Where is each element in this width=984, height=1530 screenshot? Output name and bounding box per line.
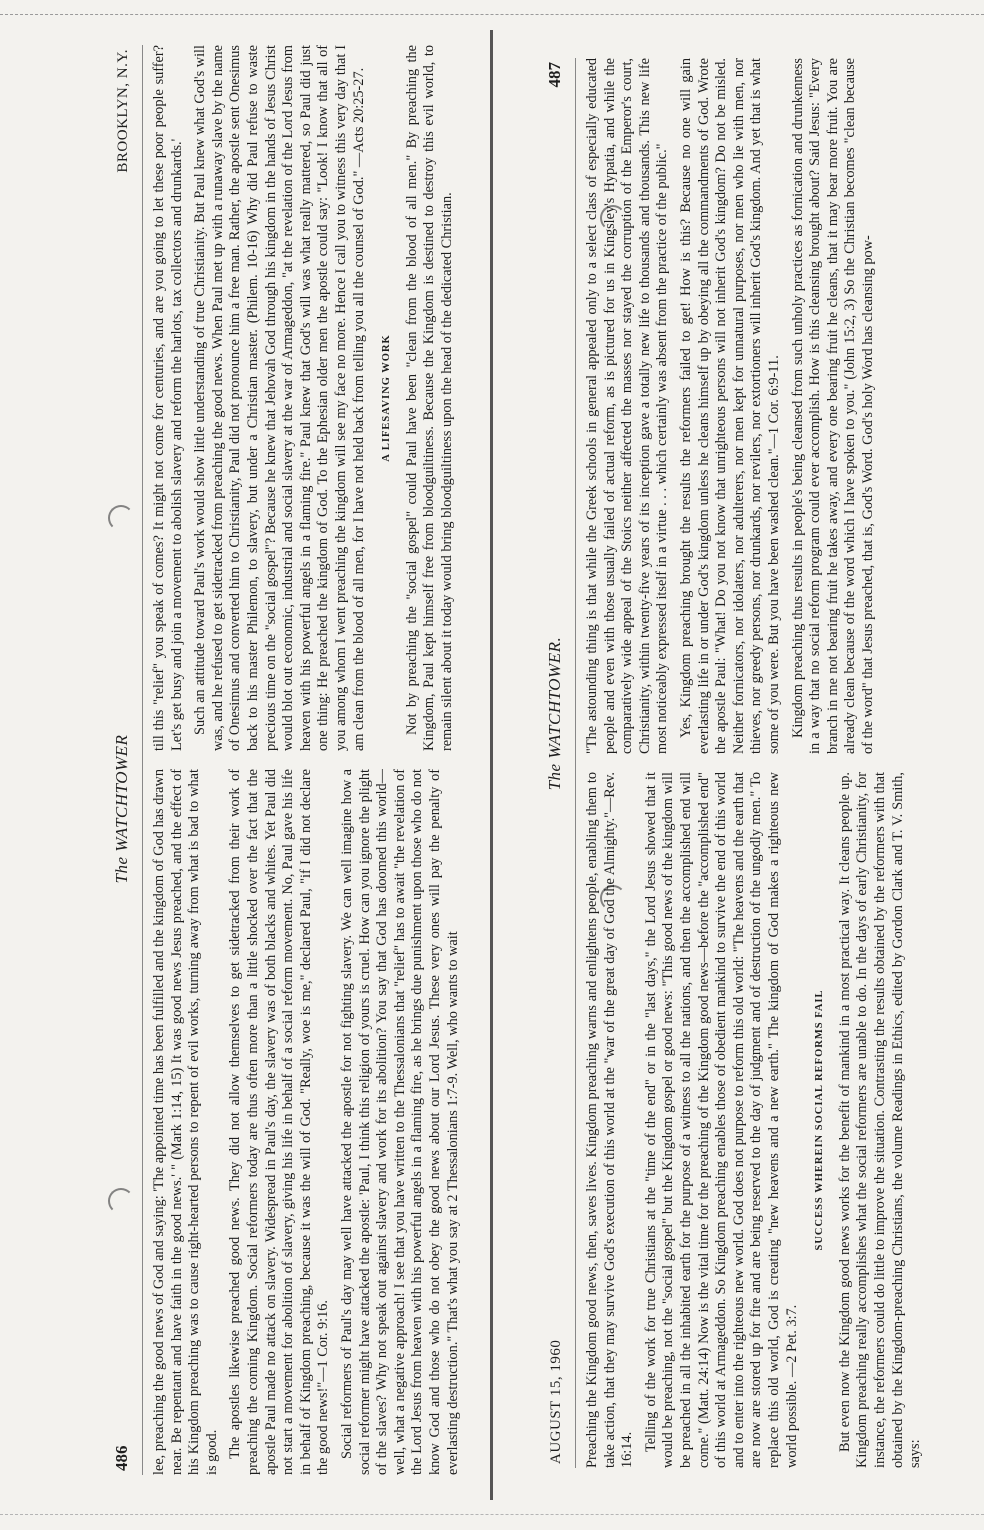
location: BROOKLYN, N.Y. [115, 49, 131, 173]
paragraph: But even now the Kingdom good news works for the benefit of mankind in a most practical way. It cleans people up. Kingdom preaching really accomplishes what the social reformers are unable to do. In the days of early Christianity, for instance, the reformers could do little to improve the situation. Contrasting the results obtained by the reformers with that obtained by the Kingdom-preaching Christians, the volume Readings in Ethics, edited by Gordon Clark and T. V. Smith, says: [836, 772, 924, 1468]
paragraph: The apostles likewise preached good news. They did not allow themselves to get sidetracked from their work of preaching the coming Kingdom. Social reformers today are thus often more than a little shocked over the fact that the apostle Paul made no attack on slavery. Widespread in Paul's day, the slavery was of both blacks and whites. Yet Paul did not start a movement for abolition of slavery, giving his life in behalf of a social reform movement. No, Paul gave his life in behalf of Kingdom preaching, because it was the will of God. "Really, woe is me," declared Paul, "if I did not declare the good news!"—1 Cor. 9:16. [227, 769, 332, 1475]
left-page-header [112, 45, 143, 1475]
paragraph: till this "relief" you speak of comes? It might not come for centuries, and are you going to let these poor people suffer? Let's get busy and join a movement to abolish slavery and reform the harlots, tax collectors and drunkards.' [151, 45, 185, 751]
paragraph: Social reformers of Paul's day may well have attacked the apostle for not fighting slavery. We can well imagine how a social reformer might have attacked the apostle: 'Paul, I think this religion of yours is cruel. How can you ignore the plight of the slaves? Why not speak out against slavery and work for its abolition? You say that God has doomed this world—well, what a negative approach! I see that you have written to the Thessalonians that "relief" has to await "the revelation of the Lord Jesus from heaven with his powerful angels in a flaming fire, as he brings due punishment upon those who do not know God and those who do not obey the good news about our Lord Jesus. These very ones will pay the penalty of everlasting destruction." That's what you say at 2 Thessalonians 1:7-9. Well, who wants to wait [338, 769, 461, 1475]
page-number: 487 [545, 62, 564, 88]
paragraph: Telling of the work for true Christians at the "time of the end" or in the "last days," the Lord Jesus showed that it would be preaching, not the "social gospel" but the Kingdom gospel or good news: "This good news of the kingdom will be preached in all the inhabited earth for the purpose of a witness to all the nations, and then the accomplished end will come." (Matt. 24:14) Now is the vital time for the preaching of the Kingdom good news—before the "accomplished end" of this world at Armageddon. So Kingdom preaching enables those of obedient mankind to survive the end of this world and to enter into the righteous new world. God does not purpose to reform this old world: "The heavens and the earth that are now are stored up for fire and are being reserved to the day of judgment and of destruction of the ungodly men." To replace this old world, God is creating "new heavens and a new earth." The kingdom of God makes a righteous new world possible. —2 Pet. 3:7. [642, 772, 800, 1468]
page-number: 486 [112, 1445, 131, 1471]
right-page [545, 58, 955, 1468]
left-page-columns [143, 45, 522, 1475]
paragraph: Yes, Kingdom preaching brought the results the reformers failed to get! How is this? Because no one will gain everlasting life in or under God's kingdom unless he cleans himself up by obeying all the commandments of God. Wrote the apostle Paul: "What! Do you not know that unrighteous persons will not inherit God's kingdom? Do not be misled. Neither fornicators, nor idolaters, nor adulterers, nor men kept for unnatural purposes, nor men who lie with men, nor thieves, nor greedy persons, nor drunkards, nor revilers, nor extortioners will inherit God's kingdom. And yet that is what some of you were. But you have been washed clean."—1 Cor. 6:9-11. [677, 58, 782, 754]
paragraph: Preaching the Kingdom good news, then, saves lives. Kingdom preaching warns and enlightens people, enabling them to take action, that they may survive God's execution of this world at the "war of the great day of God the Almighty."—Rev. 16:14. [584, 772, 636, 1468]
issue-date: AUGUST 15, 1960 [548, 1339, 564, 1464]
scan-edge-bottom [0, 1514, 984, 1515]
paragraph: Such an attitude toward Paul's work would show little understanding of true Christianity. But Paul knew what God's will was, and he refused to get sidetracked from preaching the good news. When Paul met up with a runaway slave by the name of Onesimus and converted him to Christianity, Paul did not pronounce him a free man. Rather, the apostle sent Onesimus back to his master Philemon, to slavery, but under a Christian master. (Philem. 10-16) Why did Paul refuse to waste precious time on the "social gospel"? Because he knew that Jehovah God through his kingdom in the hands of Jesus Christ would blot out economic, industrial and social slavery at the war of Armageddon, "at the revelation of the Lord Jesus from heaven with his powerful angels in a flaming fire." Paul knew that God's will was what really mattered, so Paul did just one thing: He preached the kingdom of God. To the Ephesian older men the apostle could say: "Look! I know that all of you among whom I went preaching the kingdom will see my face no more. Hence I call you to witness this very day that I am clean from the blood of all men, for I have not held back from telling you all the counsel of God." —Acts 20:25-27. [192, 45, 367, 751]
right-page-header [545, 58, 576, 1468]
masthead: The WATCHTOWER [112, 734, 131, 884]
right-page-columns [576, 58, 955, 1468]
text-column-left [151, 769, 522, 1475]
masthead: The WATCHTOWER. [545, 636, 564, 791]
section-subhead: A LIFESAVING WORK [381, 334, 393, 462]
text-column-right [151, 45, 522, 751]
section-subhead: SUCCESS WHEREIN SOCIAL REFORMS FAIL [814, 989, 826, 1251]
paragraph: "The astounding thing is that while the Greek schools in general appealed only to a select class of especially educated people and even with those usually failed of actual reform, as is pictured for us in Kingsley's Hypatia, and while the comparatively wide appeal of the Stoics neither affected the masses nor stayed the corruption of the Emperor's court, Christianity, within twenty-five years of its inception gave a totally new life to thousands and thousands. This new life most noticeably expressed itself in a virtue . . . which certainly was absent from the practice of the public." [584, 58, 671, 754]
paragraph: Not by preaching the "social gospel" could Paul have been "clean from the blood of all men." By preaching the Kingdom, Paul kept himself free from bloodguiltiness. Because the Kingdom is destined to destroy this evil world, to remain silent about it today would bring bloodguiltiness upon the head of the dedicated Christian. [403, 45, 455, 751]
left-page [112, 45, 522, 1475]
text-column-left [584, 772, 955, 1468]
paragraph: Kingdom preaching thus results in people's being cleansed from such unholy practices as fornication and drunkenness in a way that no social reform program could ever accomplish. How is this cleansing brought about? Said Jesus: "Every branch in me not bearing fruit he takes away, and every one bearing fruit he cleans, that it may bear more fruit. You are already clean because of the word which I have spoken to you." (John 15:2, 3) So the Christian becomes "clean because of the word" that Jesus preached, that is, God's Word. God's holy Word has cleansing pow- [789, 58, 876, 754]
text-column-right [584, 58, 955, 754]
paragraph: lee, preaching the good news of God and saying: 'The appointed time has been fulfilled and the kingdom of God has drawn near. Be repentant and have faith in the good news.' " (Mark 1:14, 15) It was good news Jesus preached, and the effect of his Kingdom preaching was to cause right-hearted persons to repent of evil works, turning away from what is bad to what is good. [151, 769, 220, 1475]
scan-edge-top [0, 14, 984, 15]
